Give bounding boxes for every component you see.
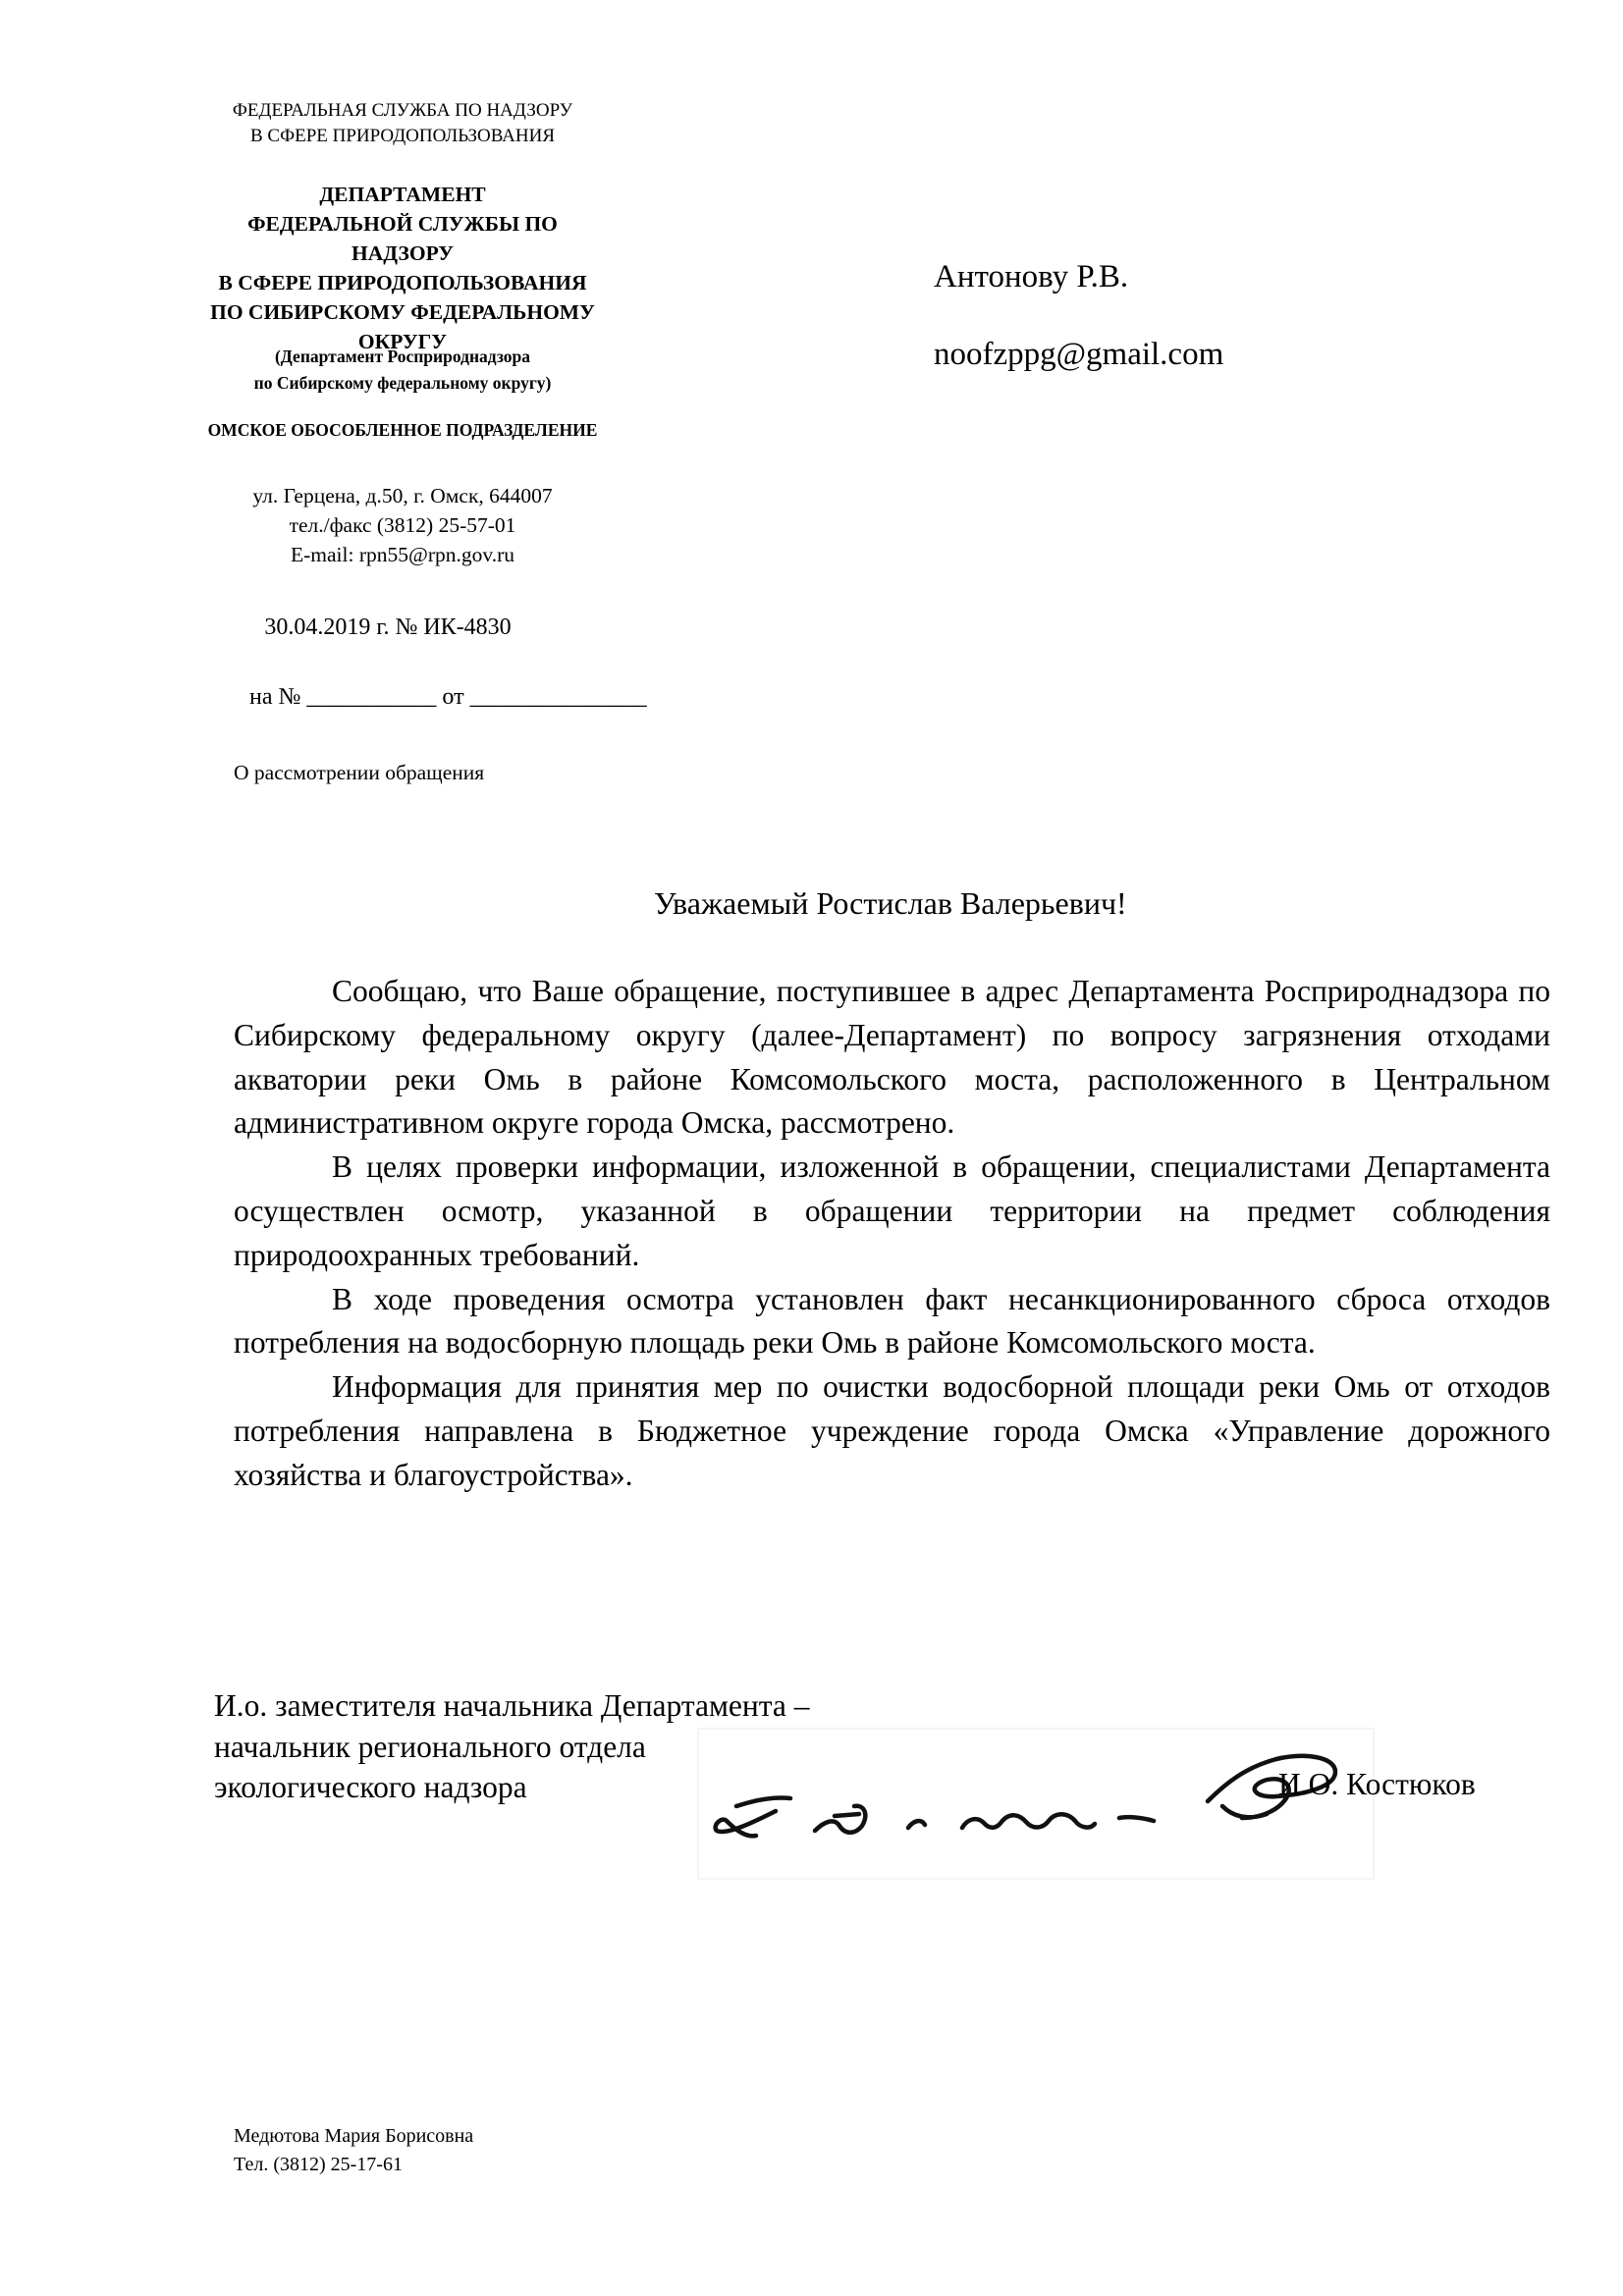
body-paragraph: В целях проверки информации, изложенной в обращении, специалистами Департамента осуществлен осмотр, указанной в обращении территории на предмет соблюдения природоохранных требований.	[234, 1149, 1550, 1272]
handwritten-signature	[697, 1728, 1375, 1880]
department-short-line: (Департамент Росприроднадзора	[274, 347, 531, 366]
recipient-email: noofzppg@gmail.com	[934, 337, 1224, 372]
body-paragraph: Информация для принятия мер по очистки водосборной площади реки Омь от отходов потребления направлена в Бюджетное учреждение города Омска «Управление дорожного хозяйства и благоустройства».	[234, 1369, 1550, 1492]
address-line: ул. Герцена, д.50, г. Омск, 644007	[252, 484, 553, 507]
executor-block	[234, 2122, 473, 2179]
body-paragraph: В ходе проведения осмотра установлен факт несанкционированного сброса отходов потребления на водосборную площадь реки Омь в районе Комсомольского моста.	[234, 1281, 1550, 1361]
service-name	[196, 98, 609, 149]
department-short-name	[196, 344, 609, 397]
department-short-line: по Сибирскому федеральному округу)	[253, 373, 552, 393]
signatory-position-line: начальник регионального отдела	[214, 1729, 646, 1764]
department-name-line: ПО СИБИРСКОМУ ФЕДЕРАЛЬНОМУ	[210, 300, 595, 324]
department-name-line: ФЕДЕРАЛЬНОЙ СЛУЖБЫ ПО НАДЗОРУ	[247, 212, 558, 265]
department-name-line: ОКРУГУ	[357, 330, 448, 353]
recipient-name: Антонову Р.В.	[934, 259, 1129, 294]
reference-number: на № ___________ от _______________	[249, 684, 647, 710]
executor-name: Медютова Мария Борисовна	[234, 2125, 474, 2147]
letter-subject: О рассмотрении обращения	[234, 761, 485, 784]
recipient-block	[934, 239, 1223, 394]
executor-phone: Тел. (3812) 25-17-61	[234, 2154, 403, 2175]
greeting: Уважаемый Ростислав Валерьевич!	[654, 885, 1127, 921]
service-name-line: ФЕДЕРАЛЬНАЯ СЛУЖБА ПО НАДЗОРУ	[232, 100, 573, 121]
address-block	[196, 481, 609, 569]
department-name-line: В СФЕРЕ ПРИРОДОПОЛЬЗОВАНИЯ	[218, 271, 587, 294]
service-name-line: В СФЕРЕ ПРИРОДОПОЛЬЗОВАНИЯ	[249, 126, 556, 146]
signatory-position-line: экологического надзора	[214, 1770, 527, 1804]
department-name-line: ДЕПАРТАМЕНТ	[319, 183, 486, 206]
registration-number: 30.04.2019 г. № ИК-4830	[264, 614, 512, 640]
phone-line: тел./факс (3812) 25-57-01	[289, 513, 516, 537]
signatory-name: И.О. Костюков	[1278, 1767, 1476, 1801]
letter-body	[234, 970, 1550, 1498]
signatory-position-line: И.о. заместителя начальника Департамента –	[214, 1688, 810, 1723]
subdivision-name: ОМСКОЕ ОБОСОБЛЕННОЕ ПОДРАЗДЕЛЕНИЕ	[207, 420, 598, 440]
department-name	[196, 180, 609, 356]
email-line: E-mail: rpn55@rpn.gov.ru	[291, 543, 514, 566]
body-paragraph: Сообщаю, что Ваше обращение, поступившее в адрес Департамента Росприроднадзора по Сибирскому федеральному округу (далее-Департамент) по вопросу загрязнения отходами акватории реки Омь в районе Комсомольского моста, расположенного в Центральном административном округе города Омска, рассмотрено.	[234, 974, 1550, 1141]
